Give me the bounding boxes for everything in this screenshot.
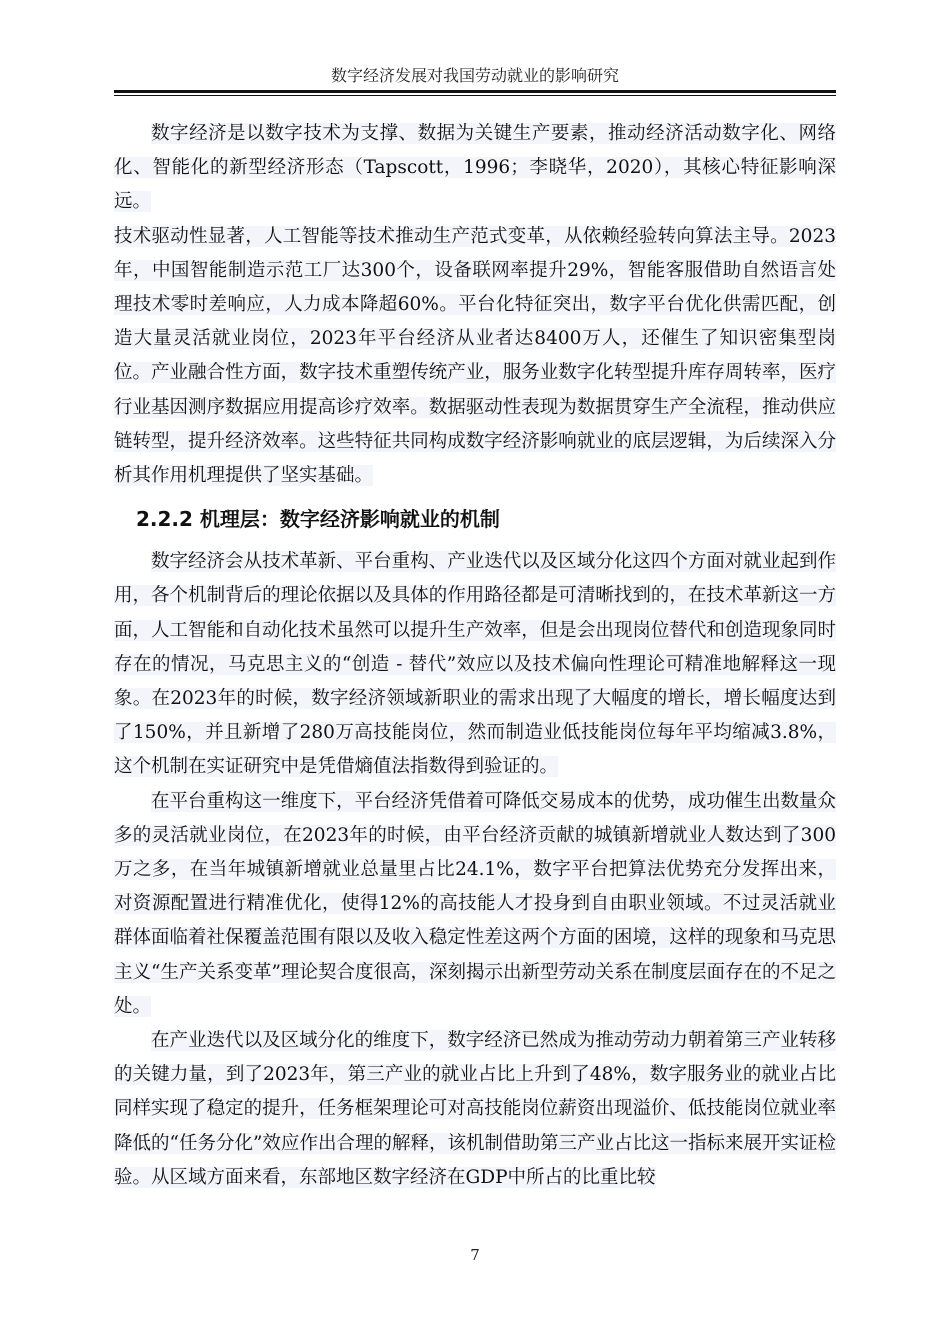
paragraph-mechanism-industry-region: 在产业迭代以及区域分化的维度下，数字经济已然成为推动劳动力朝着第三产业转移的关键力量，到了2023年，第三产业的就业占比上升到了48%，数字服务业的就业占比同样实现了稳定的提升，任务框架理论可对高技能岗位薪资出现溢价、低技能岗位就业率降低的“任务分化”效应作出合理的解释，该机制借助第三产业占比这一指标来展开实证检验。从区域方面来看，东部地区数字经济在GDP中所占的比重比较 xyxy=(114,1030,836,1188)
paragraph-core-features: 技术驱动性显著，人工智能等技术推动生产范式变革，从依赖经验转向算法主导。2023年，中国智能制造示范工厂达300个，设备联网率提升29%，智能客服借助自然语言处理技术零时差响应，人力成本降超60%。平台化特征突出，数字平台优化供需匹配，创造大量灵活就业岗位，2023年平台经济从业者达8400万人，还催生了知识密集型岗位。产业融合性方面，数字技术重塑传统产业，服务业数字化转型提升库存周转率，医疗行业基因测序数据应用提高诊疗效率。数据驱动性表现为数据贯穿生产全流程，推动供应链转型，提升经济效率。这些特征共同构成数字经济影响就业的底层逻辑，为后续深入分析其作用机理提供了坚实基础。 xyxy=(114,225,836,487)
header-rule-thin xyxy=(114,95,836,96)
paragraph-mechanism-technology: 数字经济会从技术革新、平台重构、产业迭代以及区域分化这四个方面对就业起到作用，各个机制背后的理论依据以及具体的作用路径都是可清晰找到的，在技术革新这一方面，人工智能和自动化技术虽然可以提升生产效率，但是会出现岗位替代和创造现象同时存在的情况，马克思主义的“创造 - 替代”效应以及技术偏向性理论可精准地解释这一现象。在2023年的时候，数字经济领域新职业的需求出现了大幅度的增长，增长幅度达到了150%，并且新增了280万高技能岗位，然而制造业低技能岗位每年平均缩减3.8%，这个机制在实证研究中是凭借熵值法指数得到验证的。 xyxy=(114,551,836,778)
paragraph-digital-economy-definition: 数字经济是以数字技术为支撑、数据为关键生产要素，推动经济活动数字化、网络化、智能化的新型经济形态（Tapscott，1996；李晓华，2020），其核心特征影响深远。 xyxy=(114,123,836,213)
section-heading: 2.2.2 机理层：数字经济影响就业的机制 xyxy=(136,507,500,532)
page-number: 7 xyxy=(470,1246,480,1264)
header-rule-thick xyxy=(114,90,836,93)
page-body xyxy=(114,117,836,1195)
paragraph-mechanism-platform: 在平台重构这一维度下，平台经济凭借着可降低交易成本的优势，成功催生出数量众多的灵活就业岗位，在2023年的时候，由平台经济贡献的城镇新增就业人数达到了300万之多，在当年城镇新增就业总量里占比24.1%，数字平台把算法优势充分发挥出来，对资源配置进行精准优化，使得12%的高技能人才投身到自由职业领域。不过灵活就业群体面临着社保覆盖范围有限以及收入稳定性差这两个方面的困境，这样的现象和马克思主义“生产关系变革”理论契合度很高，深刻揭示出新型劳动关系在制度层面存在的不足之处。 xyxy=(114,790,836,1017)
running-header: 数字经济发展对我国劳动就业的影响研究 xyxy=(330,66,619,85)
